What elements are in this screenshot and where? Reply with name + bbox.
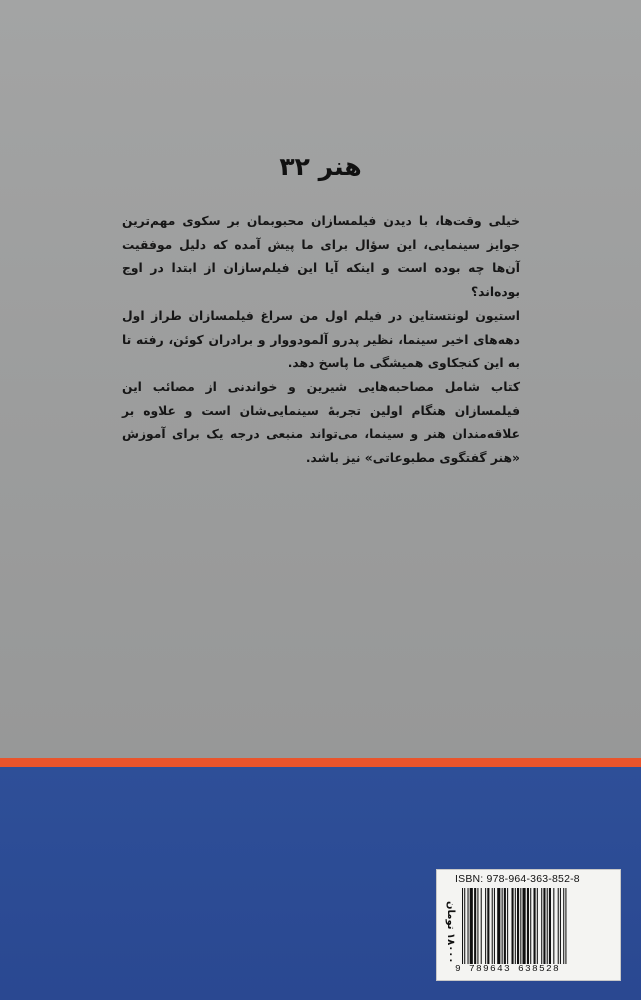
barcode-icon bbox=[460, 888, 615, 964]
blurb-paragraph: خیلی وقت‌ها، با دیدن فیلمسازان محبوبمان بر سکوی مهم‌ترین جوایز سینمایی، این سؤال برای ما پیش آمده که دلیل موفقیت آن‌ها چه بوده است و اینکه آیا این فیلم‌سازان از ابتدا در اوج بوده‌اند؟ bbox=[122, 214, 520, 300]
blurb-text bbox=[122, 210, 520, 471]
barcode-digits: 9 789643 638528 bbox=[455, 963, 561, 974]
orange-stripe bbox=[0, 758, 641, 767]
price-text: ۱۸۰۰۰ تومان bbox=[445, 900, 456, 964]
isbn-text: ISBN: 978-964-363-852-8 bbox=[455, 873, 580, 885]
blurb-paragraph: کتاب شامل مصاحبه‌هایی شیرین و خواندنی از مصائب این فیلمسازان هنگام اولین تجربهٔ سینمایی‌شان است و علاوه بر علاقه‌مندان هنر و سینما، می‌تواند منبعی درجه یک برای آموزش «هنر گفتگوی مطبوعاتی» نیز باشد. bbox=[122, 379, 520, 466]
blurb-paragraph: استیون لونتستاین در فیلم اول من سراغ فیلمسازان طراز اول دهه‌های اخیر سینما، نظیر پدرو آلمودووار و برادران کوئن، رفته تا به این کنجکاوی همیشگی ما پاسخ دهد. bbox=[122, 308, 520, 371]
book-title: هنر ۳۲ bbox=[279, 152, 362, 181]
